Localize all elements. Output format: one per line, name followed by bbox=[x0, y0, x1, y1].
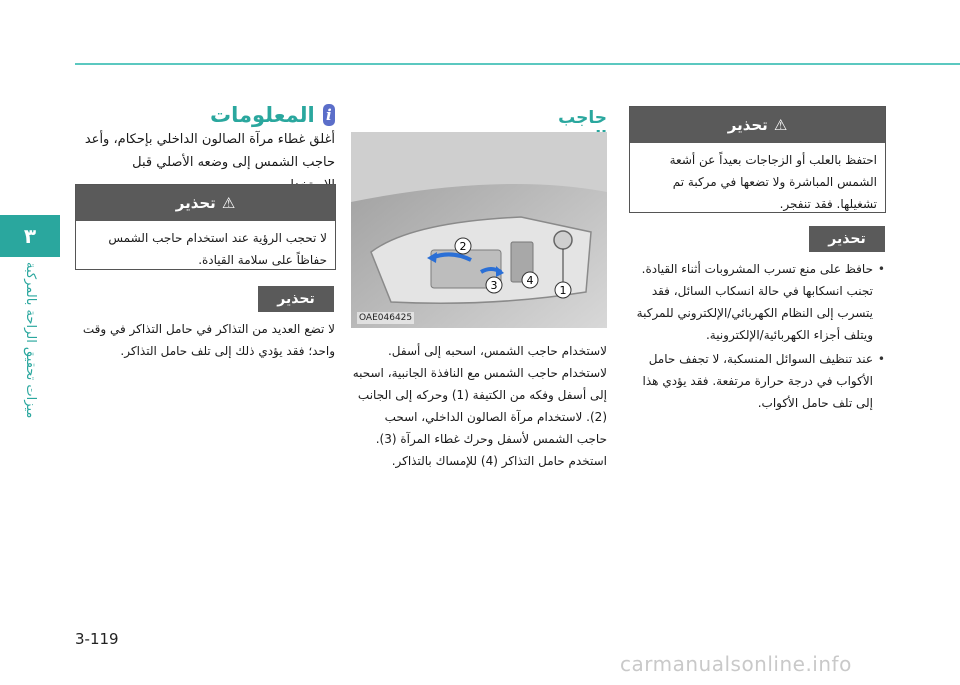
callout-2-label: 2 bbox=[459, 240, 467, 253]
chapter-tab[interactable] bbox=[0, 215, 60, 257]
callout-1-label: 1 bbox=[559, 284, 567, 297]
visor-instructions bbox=[351, 340, 607, 472]
caution-label-left: تحذير bbox=[258, 286, 334, 312]
caution-text-left: لا تضع العديد من التذاكر في حامل التذاكر في وقت واحد؛ فقد يؤدي ذلك إلى تلف حامل التذاكر. bbox=[82, 322, 335, 358]
callout-3-label: 3 bbox=[490, 279, 498, 292]
watermark: carmanualsonline.info bbox=[620, 652, 852, 676]
caution-bullet-2: • عند تنظيف السوائل المنسكبة، لا تجفف حامل الأكواب في درجة حرارة مرتفعة. فقد يؤدي هذا إلى تلف حامل الأكواب. bbox=[629, 348, 885, 414]
visor-paragraph-2: لاستخدام حاجب الشمس مع النافذة الجانبية، اسحبه إلى أسفل وفكه من الكتيفة (1) وحركه إلى الجانب (2). لاستخدام مرآة الصالون الداخلي، اسحب حاجب الشمس لأسفل وحرك غطاء المرآة (3). استخدم حامل التذاكر (4) للإمساك بالتذاكر. bbox=[352, 366, 607, 468]
caution-list-right bbox=[629, 258, 885, 416]
info-heading bbox=[210, 102, 335, 128]
sun-visor-title: حاجب bbox=[558, 108, 607, 128]
warning-box-right bbox=[629, 106, 886, 213]
warning-header bbox=[76, 185, 335, 221]
sun-visor-image bbox=[351, 132, 607, 328]
warning-box-left bbox=[75, 184, 336, 270]
chapter-title: ميزات تحقيق الراحة بالمركبة bbox=[23, 262, 38, 419]
warning-title: تحذير bbox=[727, 116, 768, 134]
callout-4-label: 4 bbox=[526, 274, 534, 287]
visor-paragraph-1: لاستخدام حاجب الشمس، اسحبه إلى أسفل. bbox=[387, 344, 607, 358]
warning-text: لا تحجب الرؤية عند استخدام حاجب الشمس حفاظاً على سلامة القيادة. bbox=[108, 231, 327, 267]
page-number: 3-119 bbox=[75, 630, 119, 648]
warning-header bbox=[630, 107, 885, 143]
image-code: OAE046425 bbox=[359, 313, 413, 323]
top-rule bbox=[75, 63, 960, 65]
info-icon: i bbox=[323, 104, 335, 126]
warning-triangle-icon: ⚠ bbox=[221, 194, 236, 212]
warning-triangle-icon: ⚠ bbox=[773, 116, 788, 134]
caution-bullet-1: • حافظ على منع تسرب المشروبات أثناء القيادة. تجنب انسكابها في حالة انسكاب السائل، فقد يتسرب إلى النظام الكهربائي/الإلكتروني للمركبة ويتلف أجزاء الكهربائية/الإلكترونية. bbox=[629, 258, 885, 346]
chapter-number: ٣ bbox=[23, 224, 37, 248]
warning-text: احتفظ بالعلب أو الزجاجات بعيداً عن أشعة الشمس المباشرة ولا تضعها في مركبة تم تشغيلها. فقد تنفجر. bbox=[669, 153, 877, 211]
info-text: أغلق غطاء مرآة الصالون الداخلي بإحكام، وأعد حاجب الشمس إلى وضعه الأصلي قبل bbox=[84, 132, 335, 170]
caution-label-right: تحذير bbox=[809, 226, 885, 252]
warning-title: تحذير bbox=[175, 194, 216, 212]
sun-visor-illustration bbox=[351, 132, 607, 328]
info-title: المعلومات bbox=[210, 103, 315, 127]
